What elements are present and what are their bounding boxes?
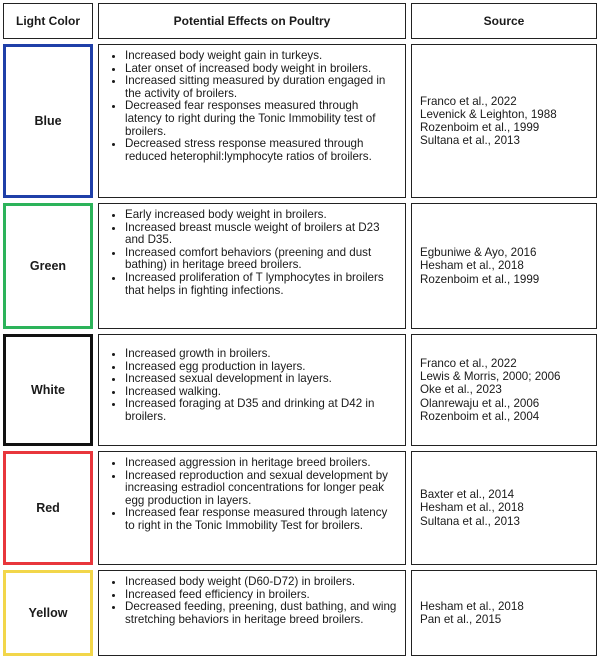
effect-item: • Increased foraging at D35 and drinking at D42 in broilers. xyxy=(125,398,397,423)
effect-item: • Increased sexual development in layers. xyxy=(125,373,397,386)
row-red xyxy=(3,451,597,565)
row-green xyxy=(3,203,597,329)
effect-item: • Increased comfort behaviors (preening and dust bathing) in heritage breed broilers. xyxy=(125,247,397,272)
source-item: Hesham et al., 2018 xyxy=(420,599,524,613)
row-white xyxy=(3,334,597,446)
source-item: Sultana et al., 2013 xyxy=(420,514,520,528)
source-item: Rozenboim et al., 1999 xyxy=(420,272,540,286)
sources-cell xyxy=(411,203,597,329)
effect-item: • Later onset of increased body weight in broilers. xyxy=(125,63,397,76)
row-blue xyxy=(3,44,597,198)
source-item: Hesham et al., 2018 xyxy=(420,501,524,515)
effect-item: • Increased breast muscle weight of broilers at D23 and D35. xyxy=(125,222,397,247)
effects-cell xyxy=(98,203,406,329)
poultry-light-table xyxy=(3,3,597,661)
source-item: Baxter et al., 2014 xyxy=(420,488,515,502)
effects-cell xyxy=(98,44,406,198)
sources-cell xyxy=(411,570,597,656)
effect-item: • Decreased stress response measured through reduced heterophil:lymphocyte ratios of broilers. xyxy=(125,138,397,163)
effect-item: • Increased proliferation of T lymphocytes in broilers that helps in fighting infections. xyxy=(125,272,397,297)
effects-cell xyxy=(98,570,406,656)
effect-item: • Increased sitting measured by duration engaged in the activity of broilers. xyxy=(125,75,397,100)
source-item: Franco et al., 2022 xyxy=(420,356,517,370)
color-label: White xyxy=(3,334,93,446)
row-yellow xyxy=(3,570,597,656)
effect-item: • Early increased body weight in broilers. xyxy=(125,209,397,222)
source-item: Rozenboim et al., 1999 xyxy=(420,121,540,134)
effect-item: • Increased growth in broilers. xyxy=(125,348,397,361)
sources-cell xyxy=(411,334,597,446)
source-item: Franco et al., 2022 xyxy=(420,94,517,108)
color-label: Red xyxy=(3,451,93,565)
effect-item: • Decreased feeding, preening, dust bathing, and wing stretching behaviors in heritage breed broilers. xyxy=(125,601,397,626)
sources-cell xyxy=(411,451,597,565)
source-item: Sultana et al., 2013 xyxy=(420,134,520,148)
effect-item: • Increased reproduction and sexual development by increasing estradiol concentrations for longer peak egg production in layers. xyxy=(125,470,397,508)
source-item: Egbuniwe & Ayo, 2016 xyxy=(420,246,537,260)
source-item: Levenick & Leighton, 1988 xyxy=(420,107,557,121)
header-source: Source xyxy=(411,3,597,39)
color-label: Green xyxy=(3,203,93,329)
header-row xyxy=(3,3,597,39)
source-item: Hesham et al., 2018 xyxy=(420,259,524,273)
effect-item: • Increased feed efficiency in broilers. xyxy=(125,589,397,602)
effects-cell xyxy=(98,334,406,446)
source-item: Olanrewaju et al., 2006 xyxy=(420,396,540,410)
source-item: Rozenboim et al., 2004 xyxy=(420,409,540,423)
effect-item: • Increased walking. xyxy=(125,386,397,399)
color-label: Yellow xyxy=(3,570,93,656)
effect-item: • Increased body weight (D60-D72) in broilers. xyxy=(125,576,397,589)
color-label: Blue xyxy=(3,44,93,198)
header-effects: Potential Effects on Poultry xyxy=(98,3,406,39)
effect-item: • Increased body weight gain in turkeys. xyxy=(125,50,397,63)
effect-item: • Increased aggression in heritage breed broilers. xyxy=(125,457,397,470)
effect-item: • Increased egg production in layers. xyxy=(125,361,397,374)
effect-item: • Decreased fear responses measured through latency to right during the Tonic Immobility test of broilers. xyxy=(125,100,397,138)
header-light-color: Light Color xyxy=(3,3,93,39)
source-item: Pan et al., 2015 xyxy=(420,613,502,626)
effects-cell xyxy=(98,451,406,565)
source-item: Oke et al., 2023 xyxy=(420,383,502,397)
sources-cell xyxy=(411,44,597,198)
effect-item: • Increased fear response measured through latency to right in the Tonic Immobility Test for broilers. xyxy=(125,507,397,532)
source-item: Lewis & Morris, 2000; 2006 xyxy=(420,370,561,384)
